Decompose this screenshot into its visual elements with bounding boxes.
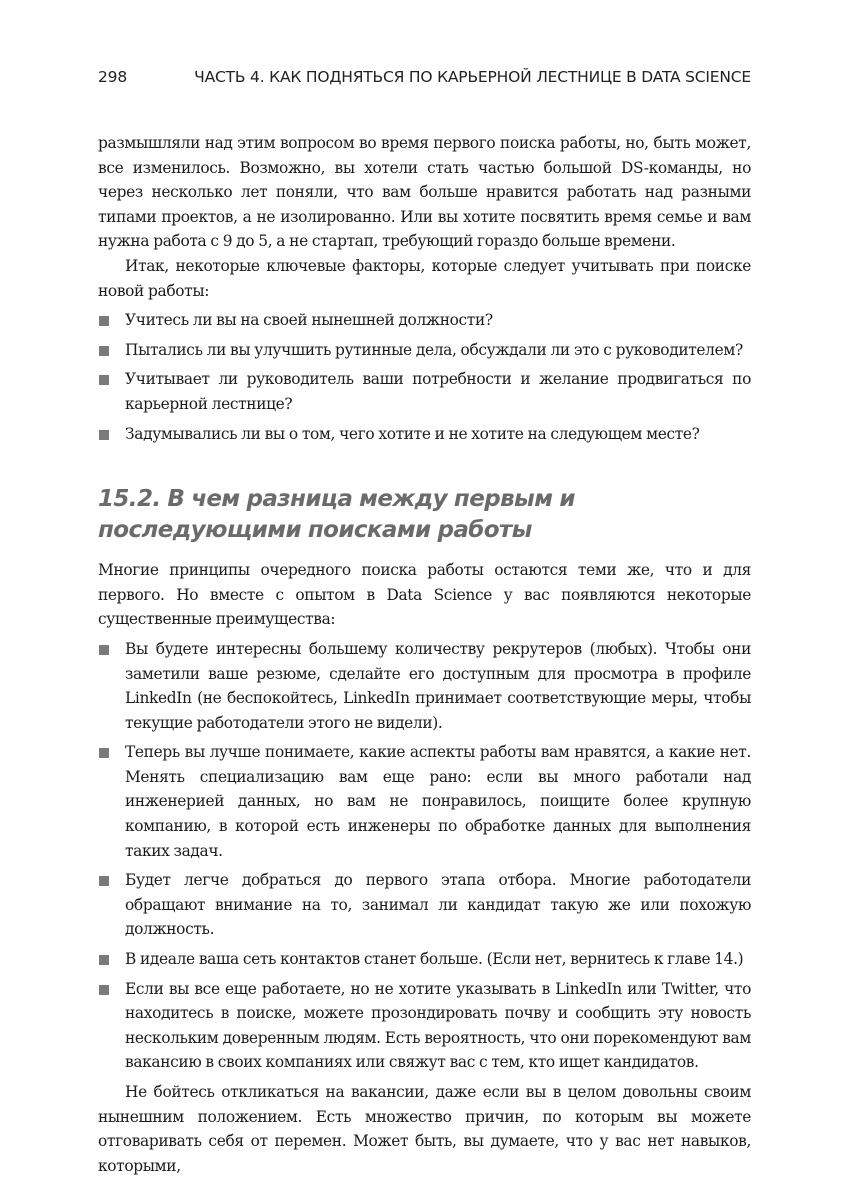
- list-item: [98, 740, 751, 863]
- list-item: [98, 422, 751, 447]
- paragraph-continued: размышляли над этим вопросом во время первого поиска работы, но, быть может, все изменилось. Возможно, вы хотели стать частью большой DS-команды, но через несколько лет поняли, что вам больше нравится работать над разными типами проектов, а не изолированно. Или вы хотите посвятить время семье и вам нужна работа с 9 до 5, а не стартап, требующий гораздо больше времени.: [98, 134, 751, 251]
- square-bullet-icon: [99, 346, 109, 356]
- list-item-text: Учитесь ли вы на своей нынешней должности?: [125, 311, 493, 330]
- list-item-text: Задумывались ли вы о том, чего хотите и не хотите на следующем месте?: [125, 424, 700, 443]
- list-item: [98, 367, 751, 416]
- page-body: [98, 131, 751, 1178]
- list-item-text: Учитывает ли руководитель ваши потребности и желание продвигаться по карьерной лестнице?: [125, 370, 751, 413]
- advantages-list: [98, 637, 751, 1075]
- list-item-text: Теперь вы лучше понимаете, какие аспекты работы вам нравятся, а какие нет. Менять специализацию вам еще рано: если вы много работали над инженерией данных, но вам не понравилось, поищите более крупную компанию, в которой есть инженеры по обработке данных для выполнения таких задач.: [125, 743, 751, 860]
- square-bullet-icon: [99, 375, 109, 385]
- list-item: [98, 308, 751, 333]
- key-factors-list: [98, 308, 751, 446]
- page-header: [98, 68, 751, 90]
- page-number: 298: [98, 68, 127, 86]
- paragraph-advantages-intro: Многие принципы очередного поиска работы остаются теми же, что и для первого. Но вместе с опытом в Data Science у вас появляются некоторые существенные преимущества:: [98, 561, 751, 629]
- paragraph-closing: Не бойтесь откликаться на вакансии, даже если вы в целом довольны своим нынешним положением. Есть множество причин, по которым вы можете отговаривать себя от перемен. Может быть, вы думаете, что у вас нет навыков, которыми,: [98, 1083, 751, 1175]
- list-item-text: В идеале ваша сеть контактов станет больше. (Если нет, вернитесь к главе 14.): [125, 950, 744, 969]
- square-bullet-icon: [99, 316, 109, 326]
- square-bullet-icon: [99, 748, 109, 758]
- square-bullet-icon: [99, 876, 109, 886]
- list-item: [98, 868, 751, 942]
- list-item-text: Если вы все еще работаете, но не хотите указывать в LinkedIn или Twitter, что находитесь в поиске, можете прозондировать почву и сообщить эту новость нескольким доверенным людям. Есть вероятность, что они порекомендуют вам вакансию в своих компаниях или свяжут вас с тем, кто ищет кандидатов.: [125, 979, 751, 1072]
- list-item-text: Пытались ли вы улучшить рутинные дела, обсуждали ли это с руководителем?: [125, 340, 743, 359]
- square-bullet-icon: [99, 645, 109, 655]
- square-bullet-icon: [99, 955, 109, 965]
- square-bullet-icon: [99, 430, 109, 440]
- paragraph-key-factors: Итак, некоторые ключевые факторы, которые следует учитывать при поиске новой работы:: [98, 256, 751, 300]
- list-item: [98, 637, 751, 735]
- list-item-text: Будет легче добраться до первого этапа отбора. Многие работодатели обращают внимание на то, занимал ли кандидат такую же или похожую должность.: [125, 871, 751, 939]
- section-heading: 15.2. В чем разница между первым и последующими поисками работы: [98, 486, 575, 544]
- list-item: [98, 947, 751, 972]
- list-item-text: Вы будете интересны большему количеству рекрутеров (любых). Чтобы они заметили ваше резюме, сделайте его доступным для просмотра в профиле LinkedIn (не беспокойтесь, LinkedIn принимает соответствующие меры, чтобы текущие работодатели этого не видели).: [125, 639, 751, 732]
- list-item: [98, 977, 751, 1075]
- square-bullet-icon: [99, 985, 109, 995]
- list-item: [98, 338, 751, 363]
- running-title: ЧАСТЬ 4. КАК ПОДНЯТЬСЯ ПО КАРЬЕРНОЙ ЛЕСТНИЦЕ В DATA SCIENCE: [194, 68, 751, 86]
